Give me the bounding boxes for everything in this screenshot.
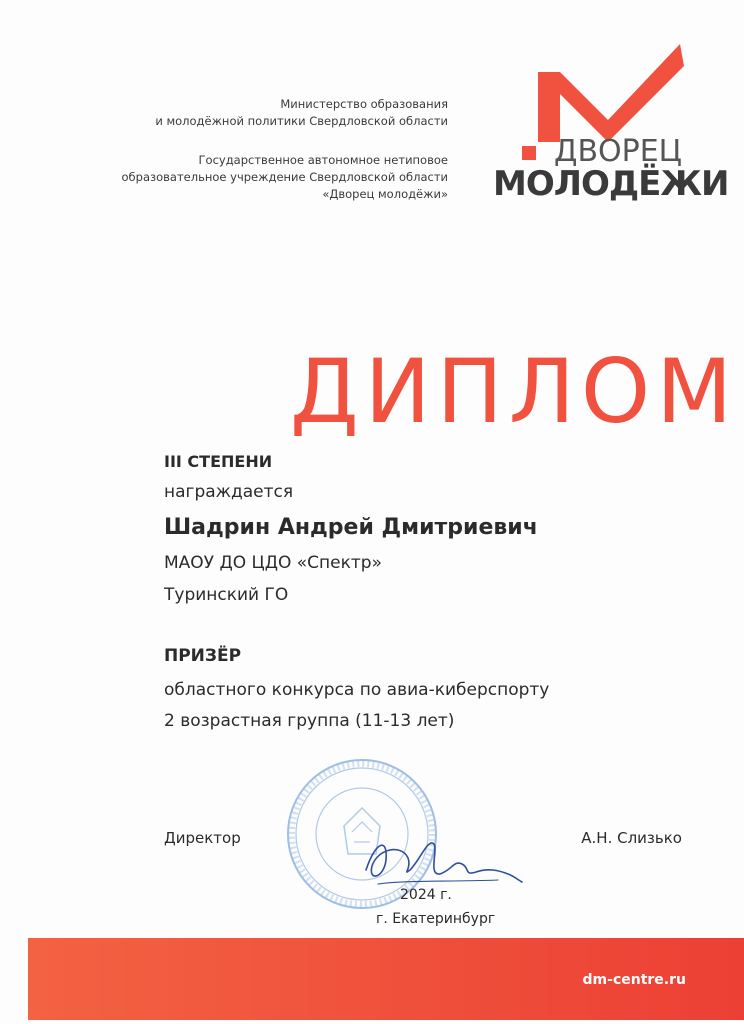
- institution-line-3: «Дворец молодёжи»: [322, 187, 448, 201]
- institution-header: [122, 152, 448, 203]
- ministry-line-1: Министерство образования: [280, 97, 448, 111]
- ministry-header: [155, 96, 448, 130]
- website-url: dm-centre.ru: [582, 972, 686, 988]
- recipient-school: МАОУ ДО ЦДО «Спектр»: [164, 553, 382, 573]
- diploma-title: ДИПЛОМ: [290, 340, 739, 443]
- institution-line-2: образовательное учреждение Свердловской области: [121, 170, 448, 184]
- recipient-district: Туринский ГО: [164, 585, 289, 605]
- award-degree: III СТЕПЕНИ: [164, 452, 273, 471]
- institution-line-1: Государственное автономное нетиповое: [198, 153, 448, 167]
- ministry-line-2: и молодёжной политики Свердловской области: [155, 114, 448, 128]
- logo-text-line-1: ДВОРЕЦ: [554, 134, 682, 169]
- director-signature-icon: [358, 830, 528, 892]
- issue-year: 2024 г.: [400, 887, 452, 903]
- logo-text-line-2: МОЛОДЁЖИ: [493, 164, 729, 204]
- director-name: А.Н. Слизько: [581, 829, 682, 847]
- director-position: Директор: [164, 829, 241, 847]
- award-status: ПРИЗЁР: [164, 646, 242, 666]
- contest-name: областного конкурса по авиа-киберспорту: [164, 680, 550, 700]
- dvorets-molodezhi-logo: [488, 42, 729, 204]
- awarded-label: награждается: [164, 482, 294, 502]
- age-group: 2 возрастная группа (11-13 лет): [164, 711, 455, 731]
- recipient-name: Шадрин Андрей Дмитриевич: [164, 515, 538, 540]
- issue-city: г. Екатеринбург: [376, 911, 496, 927]
